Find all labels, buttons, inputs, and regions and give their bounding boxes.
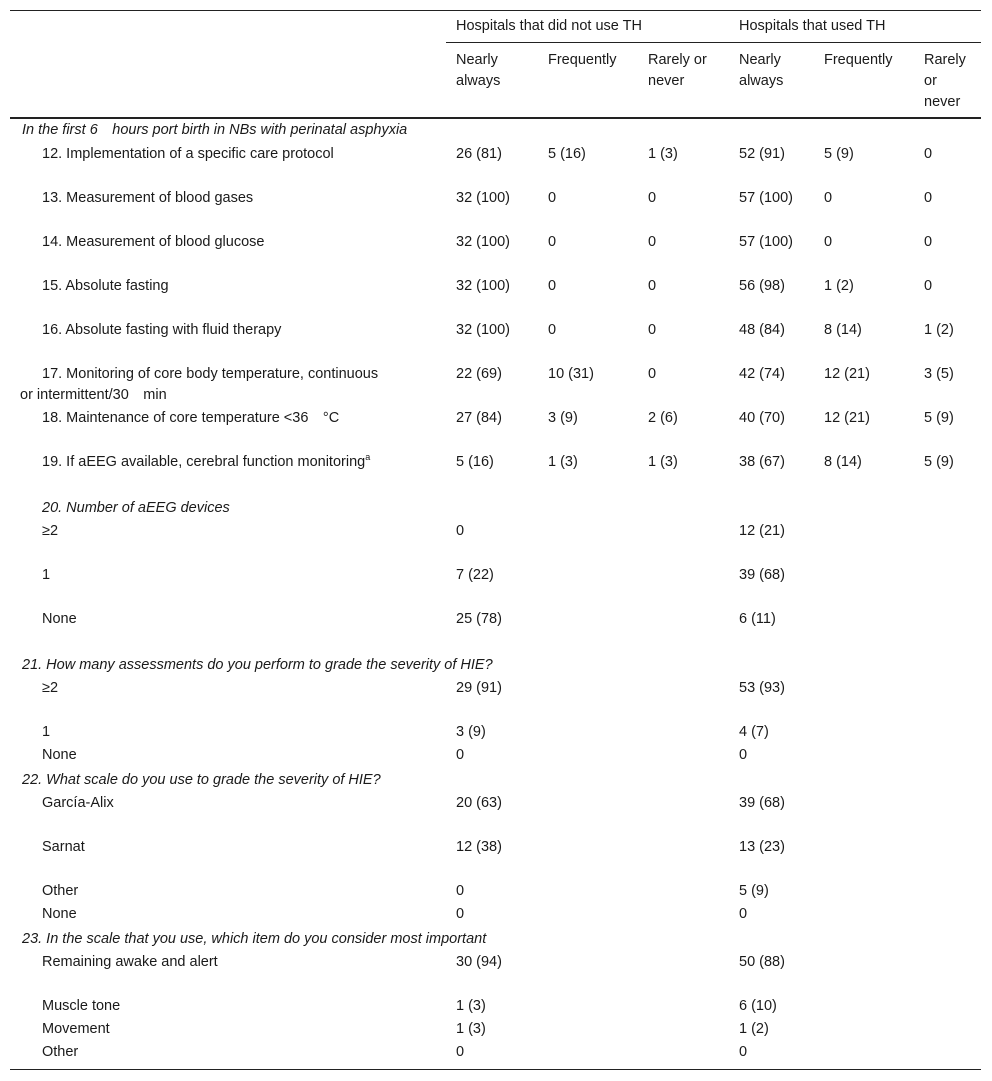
row-label: 12. Implementation of a specific care protocol — [42, 146, 334, 162]
cell-th-nearly: 40 (70) — [739, 410, 785, 426]
cell-no-th-frequently: 0 — [548, 322, 557, 338]
table-bottom-rule — [10, 1069, 981, 1070]
row-label: ≥2 — [42, 523, 59, 539]
row-label: 15. Absolute fasting — [42, 278, 169, 294]
cell-th-rarely: 0 — [924, 146, 933, 162]
cell-th-nearly: 52 (91) — [739, 146, 785, 162]
table-top-rule — [10, 10, 981, 11]
cell-no-th-nearly: 1 (3) — [456, 1021, 486, 1037]
row-label: 13. Measurement of blood gases — [42, 190, 254, 206]
cell-th-nearly: 6 (11) — [739, 611, 776, 627]
row-label-text: 19. If aEEG available, cerebral function monitoring — [42, 454, 366, 470]
section-scale: 22. What scale do you use to grade the severity of HIE? — [22, 772, 381, 788]
cell-no-th-nearly: 26 (81) — [456, 146, 502, 162]
row-label: 16. Absolute fasting with fluid therapy — [42, 322, 282, 338]
row-label: Remaining awake and alert — [42, 954, 218, 970]
cell-no-th-rarely: 0 — [648, 234, 657, 250]
cell-th-rarely: 0 — [924, 190, 933, 206]
cell-no-th-nearly: 0 — [456, 906, 465, 922]
row-label: 1 — [42, 567, 51, 583]
cell-no-th-frequently: 0 — [548, 190, 557, 206]
cell-th-rarely: 5 (9) — [924, 410, 954, 426]
row-label: 1 — [42, 724, 51, 740]
row-label: Sarnat — [42, 839, 85, 855]
cell-th-frequently: 12 (21) — [824, 366, 870, 382]
row-label: García-Alix — [42, 795, 114, 811]
cell-no-th-rarely: 1 (3) — [648, 146, 678, 162]
cell-th-frequently: 5 (9) — [824, 146, 854, 162]
row-label: None — [42, 611, 77, 627]
cell-no-th-frequently: 0 — [548, 278, 557, 294]
cell-th-nearly: 57 (100) — [739, 234, 794, 250]
cell-th-rarely: 1 (2) — [924, 322, 954, 338]
cell-no-th-nearly: 32 (100) — [456, 278, 511, 294]
cell-no-th-nearly: 0 — [456, 747, 465, 763]
cell-no-th-frequently: 1 (3) — [548, 454, 578, 470]
row-label-line-1: 17. Monitoring of core body temperature, continuous — [42, 366, 379, 382]
group-header-rule — [446, 42, 981, 43]
col-header-frequently-th: Frequently — [824, 52, 893, 68]
row-label: Movement — [42, 1021, 110, 1037]
cell-th-nearly: 0 — [739, 1044, 748, 1060]
cell-th-frequently: 12 (21) — [824, 410, 870, 426]
cell-th-nearly: 48 (84) — [739, 322, 785, 338]
cell-th-frequently: 8 (14) — [824, 454, 862, 470]
cell-no-th-nearly: 20 (63) — [456, 795, 502, 811]
section-first-6-hours: In the first 6 hours port birth in NBs with perinatal asphyxia — [22, 122, 408, 138]
cell-no-th-rarely: 2 (6) — [648, 410, 678, 426]
footnote-marker: a — [365, 452, 371, 462]
cell-th-nearly: 56 (98) — [739, 278, 785, 294]
cell-th-nearly: 5 (9) — [739, 883, 769, 899]
cell-th-frequently: 1 (2) — [824, 278, 854, 294]
section-assessments: 21. How many assessments do you perform to grade the severity of HIE? — [22, 657, 493, 673]
row-label: 14. Measurement of blood glucose — [42, 234, 265, 250]
row-label: Other — [42, 1044, 79, 1060]
cell-th-nearly: 12 (21) — [739, 523, 785, 539]
cell-th-nearly: 0 — [739, 747, 748, 763]
cell-th-rarely: 0 — [924, 234, 933, 250]
cell-no-th-nearly: 32 (100) — [456, 234, 511, 250]
cell-no-th-nearly: 30 (94) — [456, 954, 502, 970]
row-label: None — [42, 747, 77, 763]
row-label: Muscle tone — [42, 998, 121, 1014]
cell-th-nearly: 13 (23) — [739, 839, 785, 855]
cell-no-th-nearly: 25 (78) — [456, 611, 502, 627]
cell-th-nearly: 1 (2) — [739, 1021, 769, 1037]
cell-no-th-nearly: 27 (84) — [456, 410, 502, 426]
cell-th-nearly: 39 (68) — [739, 795, 785, 811]
cell-th-nearly: 50 (88) — [739, 954, 785, 970]
cell-no-th-rarely: 0 — [648, 278, 657, 294]
group-header-no-th: Hospitals that did not use TH — [456, 18, 642, 34]
cell-th-nearly: 0 — [739, 906, 748, 922]
cell-no-th-rarely: 0 — [648, 322, 657, 338]
row-label — [42, 452, 370, 473]
cell-no-th-nearly: 5 (16) — [456, 454, 494, 470]
cell-no-th-nearly: 29 (91) — [456, 680, 502, 696]
cell-no-th-nearly: 0 — [456, 883, 465, 899]
row-label: Other — [42, 883, 79, 899]
cell-no-th-nearly: 22 (69) — [456, 366, 502, 382]
header-bottom-rule — [10, 117, 981, 119]
cell-no-th-rarely: 1 (3) — [648, 454, 678, 470]
cell-no-th-nearly: 12 (38) — [456, 839, 502, 855]
row-label: 18. Maintenance of core temperature <36 °C — [42, 410, 340, 426]
col-header-frequently: Frequently — [548, 52, 617, 68]
cell-th-nearly: 4 (7) — [739, 724, 769, 740]
cell-th-frequently: 0 — [824, 234, 833, 250]
cell-no-th-rarely: 0 — [648, 366, 657, 382]
cell-no-th-frequently: 0 — [548, 234, 557, 250]
cell-no-th-frequently: 5 (16) — [548, 146, 586, 162]
cell-th-nearly: 57 (100) — [739, 190, 794, 206]
col-header-rarely-never-th: Rarely or never — [924, 52, 966, 110]
section-most-important-item: 23. In the scale that you use, which item do you consider most important — [22, 931, 487, 947]
cell-no-th-nearly: 32 (100) — [456, 190, 511, 206]
cell-th-nearly: 42 (74) — [739, 366, 785, 382]
cell-th-nearly: 6 (10) — [739, 998, 777, 1014]
cell-th-rarely: 0 — [924, 278, 933, 294]
cell-th-frequently: 0 — [824, 190, 833, 206]
cell-no-th-nearly: 3 (9) — [456, 724, 486, 740]
cell-th-nearly: 39 (68) — [739, 567, 785, 583]
col-header-nearly-always-th: Nearly always — [739, 52, 784, 89]
cell-th-nearly: 38 (67) — [739, 454, 785, 470]
cell-no-th-nearly: 0 — [456, 1044, 465, 1060]
cell-no-th-nearly: 32 (100) — [456, 322, 511, 338]
row-label: ≥2 — [42, 680, 59, 696]
cell-no-th-rarely: 0 — [648, 190, 657, 206]
cell-no-th-frequently: 3 (9) — [548, 410, 578, 426]
subsection-aeeg-devices: 20. Number of aEEG devices — [42, 500, 230, 516]
col-header-nearly-always: Nearly always — [456, 52, 501, 89]
cell-th-nearly: 53 (93) — [739, 680, 785, 696]
group-header-th: Hospitals that used TH — [739, 18, 886, 34]
row-label: None — [42, 906, 77, 922]
cell-th-rarely: 5 (9) — [924, 454, 954, 470]
row-label-line-2: or intermittent/30 min — [20, 387, 167, 403]
cell-no-th-nearly: 1 (3) — [456, 998, 486, 1014]
col-header-rarely-never: Rarely or never — [648, 52, 707, 89]
cell-th-frequently: 8 (14) — [824, 322, 862, 338]
cell-no-th-nearly: 0 — [456, 523, 465, 539]
cell-no-th-frequently: 10 (31) — [548, 366, 594, 382]
cell-no-th-nearly: 7 (22) — [456, 567, 494, 583]
cell-th-rarely: 3 (5) — [924, 366, 954, 382]
